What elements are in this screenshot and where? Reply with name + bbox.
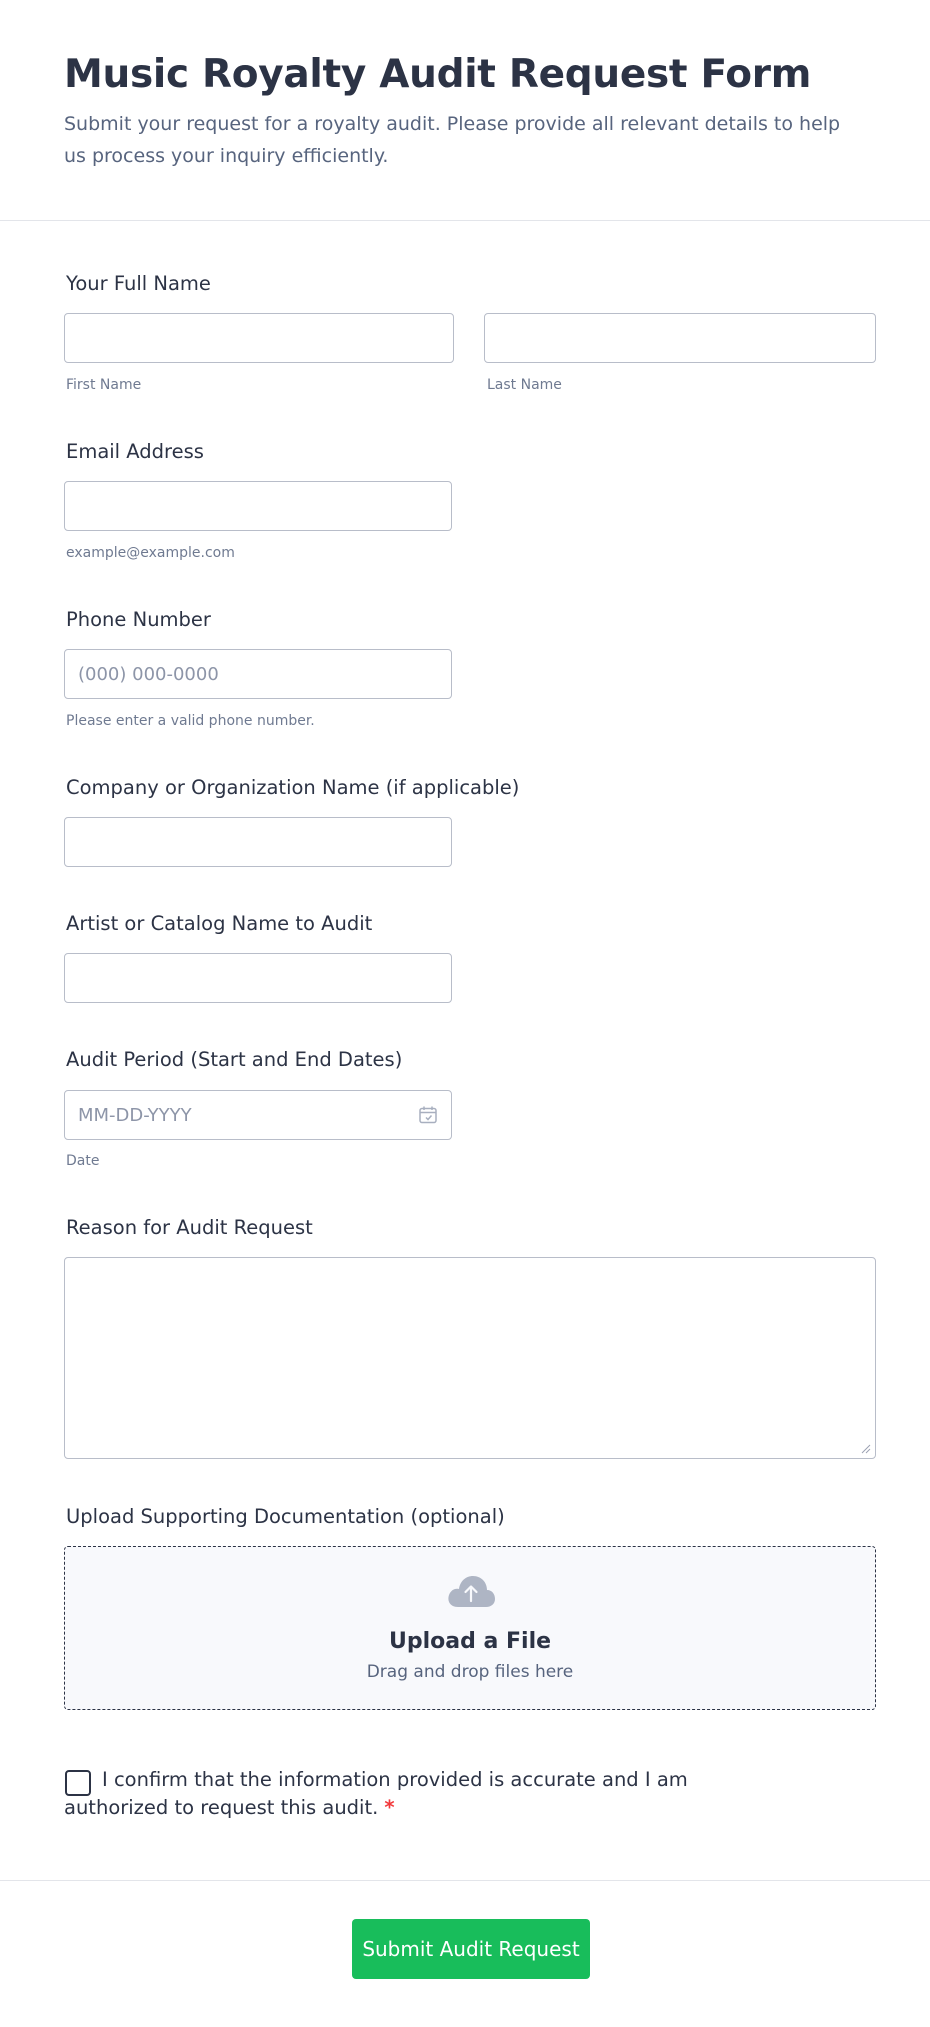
full-name-label: Your Full Name <box>66 272 211 295</box>
cloud-upload-icon <box>446 1573 496 1609</box>
audit-period-field <box>64 1090 452 1140</box>
company-label: Company or Organization Name (if applicable) <box>66 776 520 799</box>
last-name-input[interactable] <box>484 313 876 363</box>
reason-label: Reason for Audit Request <box>66 1216 313 1239</box>
form-header <box>0 0 930 221</box>
company-input[interactable] <box>64 817 452 867</box>
first-name-sublabel: First Name <box>66 377 142 393</box>
submit-audit-request-button[interactable]: Submit Audit Request <box>352 1919 590 1979</box>
artist-input[interactable] <box>64 953 452 1003</box>
calendar-icon[interactable] <box>418 1105 438 1125</box>
artist-label: Artist or Catalog Name to Audit <box>66 912 373 935</box>
email-input[interactable] <box>64 481 452 531</box>
page-title: Music Royalty Audit Request Form <box>64 52 812 97</box>
reason-textarea[interactable] <box>64 1257 876 1459</box>
email-label: Email Address <box>66 440 204 463</box>
phone-label: Phone Number <box>66 608 211 631</box>
resize-grip-icon[interactable] <box>859 1442 871 1454</box>
confirm-text: I confirm that the information provided is accurate and I am authorized to request this audit. <box>64 1768 688 1819</box>
audit-period-input[interactable] <box>64 1090 452 1140</box>
email-sublabel: example@example.com <box>66 545 235 561</box>
first-name-input[interactable] <box>64 313 454 363</box>
audit-period-sublabel: Date <box>66 1153 100 1169</box>
phone-input[interactable] <box>64 649 452 699</box>
audit-period-label: Audit Period (Start and End Dates) <box>66 1048 403 1071</box>
page-subtitle: Submit your request for a royalty audit. Please provide all relevant details to help us process your inquiry efficiently. <box>64 113 841 167</box>
footer-divider <box>0 1880 930 1881</box>
confirm-label <box>64 1766 784 1822</box>
file-upload-dropzone[interactable] <box>64 1546 876 1710</box>
last-name-sublabel: Last Name <box>487 377 562 393</box>
upload-label: Upload Supporting Documentation (optional) <box>66 1505 505 1528</box>
phone-sublabel: Please enter a valid phone number. <box>66 713 315 729</box>
upload-subtitle: Drag and drop files here <box>366 1662 574 1682</box>
required-star: * <box>384 1796 395 1819</box>
upload-title: Upload a File <box>388 1629 552 1654</box>
